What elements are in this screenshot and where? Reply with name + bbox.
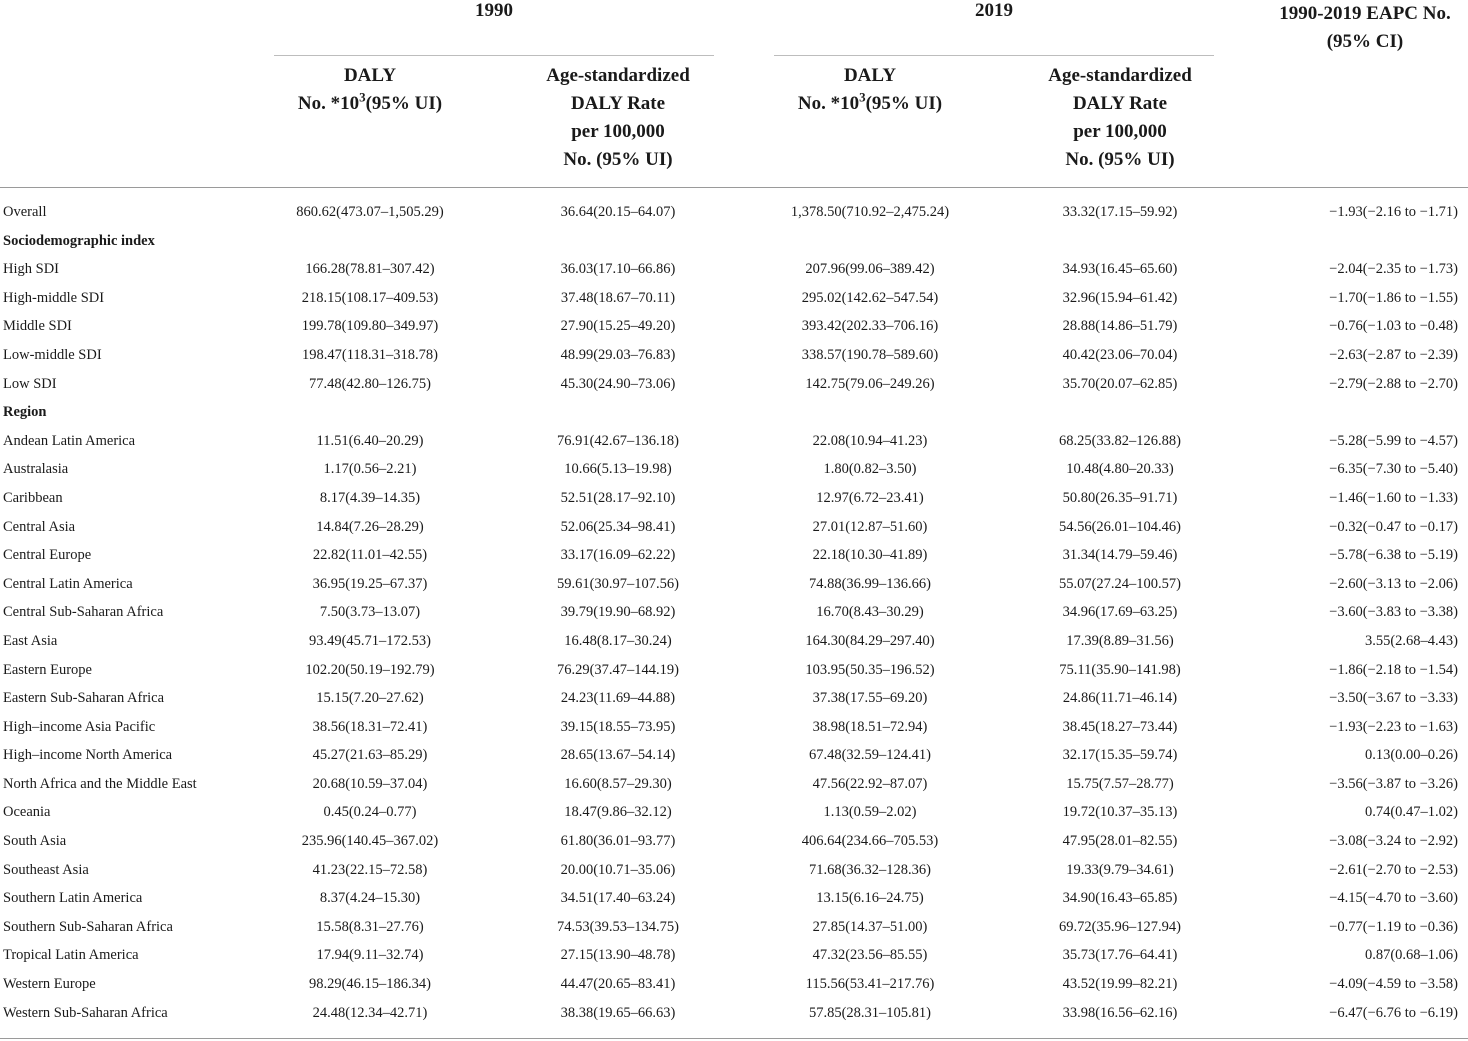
- cell-daly-2019: 38.98(18.51–72.94): [812, 718, 928, 735]
- cell-daly-2019: 57.85(28.31–105.81): [808, 1004, 932, 1021]
- group-header-2019: 2019: [975, 0, 1013, 21]
- cell-daly-2019: 22.08(10.94–41.23): [812, 432, 928, 449]
- cell-daly-2019: 1,378.50(710.92–2,475.24): [790, 204, 950, 220]
- row-label: Central Latin America: [3, 575, 133, 592]
- table-row: [0, 570, 1468, 599]
- cell-rate-1990: 36.03(17.10–66.86): [560, 261, 676, 278]
- cell-daly-2019: 22.18(10.30–41.89): [812, 547, 928, 564]
- cell-daly-1990: 198.47(118.31–318.78): [302, 346, 438, 363]
- cell-daly-2019: 295.02(142.62–547.54): [801, 289, 939, 306]
- daly-header-line2: No. $*10^3(95\%$ UI): [797, 89, 943, 114]
- cell-rate-1990: 45.30(24.90–73.06): [560, 375, 676, 392]
- cell-daly-2019: 142.75(79.06–249.26): [805, 375, 935, 392]
- row-label: Oceania: [3, 804, 51, 821]
- row-label: Low-middle SDI: [3, 346, 102, 363]
- col-header-daly-2019: [770, 62, 970, 118]
- cell-rate-2019: 32.96(15.94–61.42): [1062, 289, 1178, 306]
- cell-daly-2019: 47.32(23.56–85.55): [812, 947, 928, 964]
- daly-header-line2: No. $*10^3(95\%$ UI): [297, 89, 443, 114]
- table-row: [0, 484, 1468, 513]
- cell-rate-2019: 15.75(7.57–28.77): [1066, 775, 1174, 792]
- cell-daly-2019: 406.64(234.66–705.53): [801, 833, 939, 850]
- cell-rate-2019: 50.80(26.35–91.71): [1062, 489, 1178, 506]
- cell-rate-1990: 24.23(11.69–44.88): [560, 690, 676, 707]
- cell-rate-1990: 16.48(8.17–30.24): [564, 632, 672, 649]
- cell-daly-2019: 67.48(32.59–124.41): [808, 747, 932, 764]
- cell-rate-2019: 19.33(9.79–34.61): [1066, 861, 1174, 878]
- section-header-row: [0, 227, 1468, 256]
- row-label: Middle SDI: [3, 318, 72, 335]
- cell-daly-1990: 36.95(19.25–67.37): [312, 575, 428, 592]
- cell-daly-1990: 102.20(50.19–192.79): [305, 661, 435, 678]
- table-row: [0, 255, 1468, 284]
- cell-daly-2019: 1.13(0.59–2.02): [823, 804, 917, 821]
- cell-rate-1990: 52.06(25.34–98.41): [560, 518, 676, 535]
- header-rule: [0, 187, 1468, 188]
- cell-eapc: −2.61(−2.70 to −2.53): [1329, 861, 1458, 878]
- row-label: Low SDI: [3, 375, 57, 392]
- cell-daly-1990: 166.28(78.81–307.42): [305, 261, 435, 278]
- cell-rate-1990: 38.38(19.65–66.63): [560, 1004, 676, 1021]
- col-header-rate-2019: [1010, 62, 1230, 174]
- eapc-header-line1: 1990-2019 EAPC No.: [1279, 3, 1451, 24]
- rate-header-line3: per 100,000: [571, 121, 665, 142]
- cell-rate-2019: 28.88(14.86–51.79): [1062, 318, 1178, 335]
- table-row: [0, 827, 1468, 856]
- cell-daly-1990: 17.94(9.11–32.74): [316, 947, 424, 964]
- table-row: [0, 513, 1468, 542]
- table-row: [0, 427, 1468, 456]
- cell-daly-1990: 77.48(42.80–126.75): [308, 375, 432, 392]
- cell-daly-1990: 20.68(10.59–37.04): [312, 775, 428, 792]
- cell-rate-2019: 35.73(17.76–64.41): [1062, 947, 1178, 964]
- cell-eapc: −4.15(−4.70 to −3.60): [1329, 890, 1458, 907]
- cell-rate-2019: 75.11(35.90–141.98): [1059, 661, 1181, 678]
- table-row: [0, 541, 1468, 570]
- cell-daly-1990: 41.23(22.15–72.58): [312, 861, 428, 878]
- cell-rate-2019: 68.25(33.82–126.88): [1058, 432, 1182, 449]
- cell-daly-1990: 0.45(0.24–0.77): [323, 804, 417, 821]
- cell-daly-1990: 15.58(8.31–27.76): [316, 918, 424, 935]
- bottom-rule: [0, 1038, 1468, 1039]
- rate-header-line1: Age-standardized: [546, 65, 690, 86]
- table-row: [0, 770, 1468, 799]
- cell-daly-1990: 7.50(3.73–13.07): [319, 604, 421, 621]
- cell-daly-2019: 13.15(6.16–24.75): [816, 890, 924, 907]
- row-label: High-middle SDI: [3, 289, 105, 306]
- cell-eapc: 0.13(0.00–0.26): [1364, 747, 1458, 764]
- table-row: [0, 312, 1468, 341]
- daly-header-line1: DALY: [343, 65, 397, 86]
- cell-eapc: −4.09(−4.59 to −3.58): [1329, 976, 1458, 993]
- cell-eapc: −1.46(−1.60 to −1.33): [1329, 489, 1458, 506]
- cell-daly-1990: 45.27(21.63–85.29): [312, 747, 428, 764]
- cell-eapc: −5.78(−6.38 to −5.19): [1329, 547, 1458, 564]
- cell-daly-2019: 12.97(6.72–23.41): [816, 489, 924, 506]
- table-row: [0, 455, 1468, 484]
- cell-rate-1990: 10.66(5.13–19.98): [564, 461, 672, 478]
- rate-header-line3: per 100,000: [1073, 121, 1167, 142]
- cell-daly-2019: 71.68(36.32–128.36): [808, 861, 932, 878]
- cell-eapc: −6.35(−7.30 to −5.40): [1329, 461, 1458, 478]
- cell-eapc: −0.77(−1.19 to −0.36): [1329, 918, 1458, 935]
- row-label: Andean Latin America: [3, 432, 136, 449]
- table-row: [0, 941, 1468, 970]
- cell-rate-2019: 33.98(16.56–62.16): [1062, 1004, 1178, 1021]
- cell-rate-1990: 76.91(42.67–136.18): [556, 432, 680, 449]
- cell-rate-1990: 76.29(37.47–144.19): [556, 661, 680, 678]
- row-label: North Africa and the Middle East: [3, 775, 197, 792]
- cell-rate-1990: 34.51(17.40–63.24): [560, 890, 676, 907]
- cell-daly-1990: 8.17(4.39–14.35): [319, 489, 421, 506]
- col-header-rate-1990: [508, 62, 728, 174]
- cell-daly-1990: 11.51(6.40–20.29): [316, 432, 424, 449]
- cell-daly-1990: 38.56(18.31–72.41): [312, 718, 428, 735]
- cell-rate-1990: 39.79(19.90–68.92): [560, 604, 676, 621]
- cell-daly-2019: 27.85(14.37–51.00): [812, 918, 928, 935]
- cell-rate-2019: 19.72(10.37–35.13): [1062, 804, 1178, 821]
- cell-rate-2019: 24.86(11.71–46.14): [1062, 690, 1178, 707]
- row-label: Central Asia: [3, 518, 76, 535]
- cell-rate-1990: 33.17(16.09–62.22): [560, 547, 676, 564]
- cell-rate-1990: 74.53(39.53–134.75): [556, 918, 680, 935]
- cell-daly-1990: 14.84(7.26–28.29): [316, 518, 424, 535]
- cell-eapc: −3.50(−3.67 to −3.33): [1329, 690, 1458, 707]
- rate-header-line2: DALY Rate: [1072, 93, 1168, 114]
- cell-daly-2019: 16.70(8.43–30.29): [816, 604, 924, 621]
- row-label: Central Sub-Saharan Africa: [3, 604, 164, 621]
- cell-rate-2019: 47.95(28.01–82.55): [1062, 833, 1178, 850]
- cell-eapc: −2.04(−2.35 to −1.73): [1329, 261, 1458, 278]
- row-label: Southern Sub-Saharan Africa: [3, 918, 173, 935]
- cell-daly-2019: 27.01(12.87–51.60): [812, 518, 928, 535]
- cell-rate-2019: 10.48(4.80–20.33): [1066, 461, 1174, 478]
- cell-rate-1990: 20.00(10.71–35.06): [560, 861, 676, 878]
- table-row: [0, 856, 1468, 885]
- cell-daly-2019: 393.42(202.33–706.16): [801, 318, 939, 335]
- row-label: Central Europe: [3, 547, 92, 564]
- cell-daly-1990: 93.49(45.71–172.53): [308, 632, 432, 649]
- table-row: [0, 341, 1468, 370]
- cell-daly-2019: 37.38(17.55–69.20): [812, 690, 928, 707]
- table-row: [0, 627, 1468, 656]
- cell-eapc: −3.56(−3.87 to −3.26): [1329, 775, 1458, 792]
- cell-daly-1990: 218.15(108.17–409.53): [301, 289, 439, 306]
- row-label: Eastern Sub-Saharan Africa: [3, 690, 165, 707]
- rate-header-line4: No. (95% UI): [563, 149, 673, 170]
- row-label: High SDI: [3, 261, 59, 278]
- cell-rate-1990: 18.47(9.86–32.12): [564, 804, 672, 821]
- rate-header-line1: Age-standardized: [1048, 65, 1192, 86]
- cell-eapc: −1.86(−2.18 to −1.54): [1329, 661, 1458, 678]
- table-row: [0, 684, 1468, 713]
- rate-header-line4: No. (95% UI): [1065, 149, 1175, 170]
- cell-rate-2019: 34.96(17.69–63.25): [1062, 604, 1178, 621]
- cell-eapc: −3.08(−3.24 to −2.92): [1329, 833, 1458, 850]
- cell-daly-2019: 1.80(0.82–3.50): [823, 461, 917, 478]
- cell-rate-2019: 17.39(8.89–31.56): [1066, 632, 1174, 649]
- cell-daly-1990: 235.96(140.45–367.02): [301, 833, 439, 850]
- cell-rate-1990: 59.61(30.97–107.56): [556, 575, 680, 592]
- cell-rate-1990: 39.15(18.55–73.95): [560, 718, 676, 735]
- row-label: Southeast Asia: [3, 861, 89, 878]
- row-label: East Asia: [3, 632, 58, 649]
- cell-rate-2019: 69.72(35.96–127.94): [1058, 918, 1182, 935]
- cell-daly-1990: 98.29(46.15–186.34): [308, 976, 432, 993]
- cell-rate-2019: 55.07(27.24–100.57): [1058, 575, 1182, 592]
- table-row: [0, 798, 1468, 827]
- cell-daly-2019: 207.96(99.06–389.42): [805, 261, 935, 278]
- row-label: Australasia: [3, 461, 69, 478]
- table-row: [0, 370, 1468, 399]
- table-row: [0, 999, 1468, 1028]
- cell-daly-2019: 164.30(84.29–297.40): [805, 632, 935, 649]
- daly-header-line1: DALY: [843, 65, 897, 86]
- cell-rate-2019: 43.52(19.99–82.21): [1062, 976, 1178, 993]
- cell-rate-1990: 36.64(20.15–64.07): [560, 204, 676, 220]
- row-label: High–income North America: [3, 747, 173, 764]
- row-label: Eastern Europe: [3, 661, 92, 678]
- row-label: Region: [3, 404, 47, 421]
- row-label: Tropical Latin America: [3, 947, 139, 964]
- row-label: South Asia: [3, 833, 67, 850]
- cell-eapc: −2.60(−3.13 to −2.06): [1329, 575, 1458, 592]
- cell-daly-2019: 74.88(36.99–136.66): [808, 575, 932, 592]
- cell-eapc: 0.74(0.47–1.02): [1364, 804, 1458, 821]
- group-rule-2019: [774, 55, 1214, 56]
- cell-eapc: −0.32(−0.47 to −0.17): [1329, 518, 1458, 535]
- cell-daly-1990: 1.17(0.56–2.21): [323, 461, 417, 478]
- cell-eapc: −1.93(−2.16 to −1.71): [1329, 204, 1458, 220]
- cell-eapc: −1.70(−1.86 to −1.55): [1329, 289, 1458, 306]
- table-row: [0, 598, 1468, 627]
- cell-eapc: −1.93(−2.23 to −1.63): [1329, 718, 1458, 735]
- cell-eapc: −2.79(−2.88 to −2.70): [1329, 375, 1458, 392]
- rate-header-line2: DALY Rate: [570, 93, 666, 114]
- cell-rate-2019: 35.70(20.07–62.85): [1062, 375, 1178, 392]
- cell-daly-2019: 103.95(50.35–196.52): [805, 661, 935, 678]
- cell-rate-2019: 31.34(14.79–59.46): [1062, 547, 1178, 564]
- cell-eapc: −6.47(−6.76 to −6.19): [1329, 1004, 1458, 1021]
- cell-daly-1990: 860.62(473.07–1,505.29): [296, 204, 444, 220]
- cell-daly-2019: 115.56(53.41–217.76): [805, 976, 935, 993]
- row-label: Western Europe: [3, 976, 96, 993]
- row-label: Overall: [3, 204, 47, 220]
- table-row: [0, 884, 1468, 913]
- cell-daly-1990: 8.37(4.24–15.30): [319, 890, 421, 907]
- table-body: [0, 198, 1468, 1027]
- cell-rate-1990: 61.80(36.01–93.77): [560, 833, 676, 850]
- cell-eapc: −3.60(−3.83 to −3.38): [1329, 604, 1458, 621]
- cell-rate-1990: 27.15(13.90–48.78): [560, 947, 676, 964]
- cell-rate-1990: 27.90(15.25–49.20): [560, 318, 676, 335]
- cell-eapc: 0.87(0.68–1.06): [1364, 947, 1458, 964]
- cell-eapc: 3.55(2.68–4.43): [1364, 632, 1458, 649]
- cell-daly-2019: 47.56(22.92–87.07): [812, 775, 928, 792]
- cell-rate-1990: 28.65(13.67–54.14): [560, 747, 676, 764]
- table-row: [0, 713, 1468, 742]
- cell-daly-1990: 199.78(109.80–349.97): [301, 318, 439, 335]
- cell-rate-1990: 44.47(20.65–83.41): [560, 976, 676, 993]
- eapc-header-line2: (95% CI): [1326, 31, 1404, 52]
- table-row: [0, 656, 1468, 685]
- col-header-daly-1990: [270, 62, 470, 118]
- cell-eapc: −0.76(−1.03 to −0.48): [1329, 318, 1458, 335]
- cell-rate-2019: 40.42(23.06–70.04): [1062, 346, 1178, 363]
- cell-rate-1990: 37.48(18.67–70.11): [560, 289, 676, 306]
- row-label: Caribbean: [3, 489, 63, 506]
- cell-rate-2019: 34.90(16.43–65.85): [1062, 890, 1178, 907]
- row-label: Sociodemographic index: [3, 232, 155, 249]
- cell-rate-2019: 34.93(16.45–65.60): [1062, 261, 1178, 278]
- cell-daly-1990: 22.82(11.01–42.55): [312, 547, 428, 564]
- section-header-row: [0, 398, 1468, 427]
- cell-eapc: −2.63(−2.87 to −2.39): [1329, 346, 1458, 363]
- cell-daly-2019: 338.57(190.78–589.60): [801, 346, 939, 363]
- cell-rate-2019: 54.56(26.01–104.46): [1058, 518, 1182, 535]
- cell-rate-2019: 38.45(18.27–73.44): [1062, 718, 1178, 735]
- table-row: [0, 741, 1468, 770]
- cell-rate-1990: 48.99(29.03–76.83): [560, 346, 676, 363]
- group-rule-1990: [274, 55, 714, 56]
- row-label: High–income Asia Pacific: [3, 718, 156, 735]
- table-row: [0, 198, 1468, 227]
- table-row: [0, 970, 1468, 999]
- group-header-eapc: [1262, 0, 1468, 56]
- row-label: Southern Latin America: [3, 890, 143, 907]
- cell-eapc: −5.28(−5.99 to −4.57): [1329, 432, 1458, 449]
- table-row: [0, 913, 1468, 942]
- group-header-1990: 1990: [475, 0, 513, 21]
- row-label: Western Sub-Saharan Africa: [3, 1004, 168, 1021]
- cell-rate-2019: 33.32(17.15–59.92): [1062, 204, 1178, 220]
- cell-rate-2019: 32.17(15.35–59.74): [1062, 747, 1178, 764]
- cell-daly-1990: 15.15(7.20–27.62): [316, 690, 424, 707]
- cell-daly-1990: 24.48(12.34–42.71): [312, 1004, 428, 1021]
- cell-rate-1990: 16.60(8.57–29.30): [564, 775, 672, 792]
- table-row: [0, 284, 1468, 313]
- cell-rate-1990: 52.51(28.17–92.10): [560, 489, 676, 506]
